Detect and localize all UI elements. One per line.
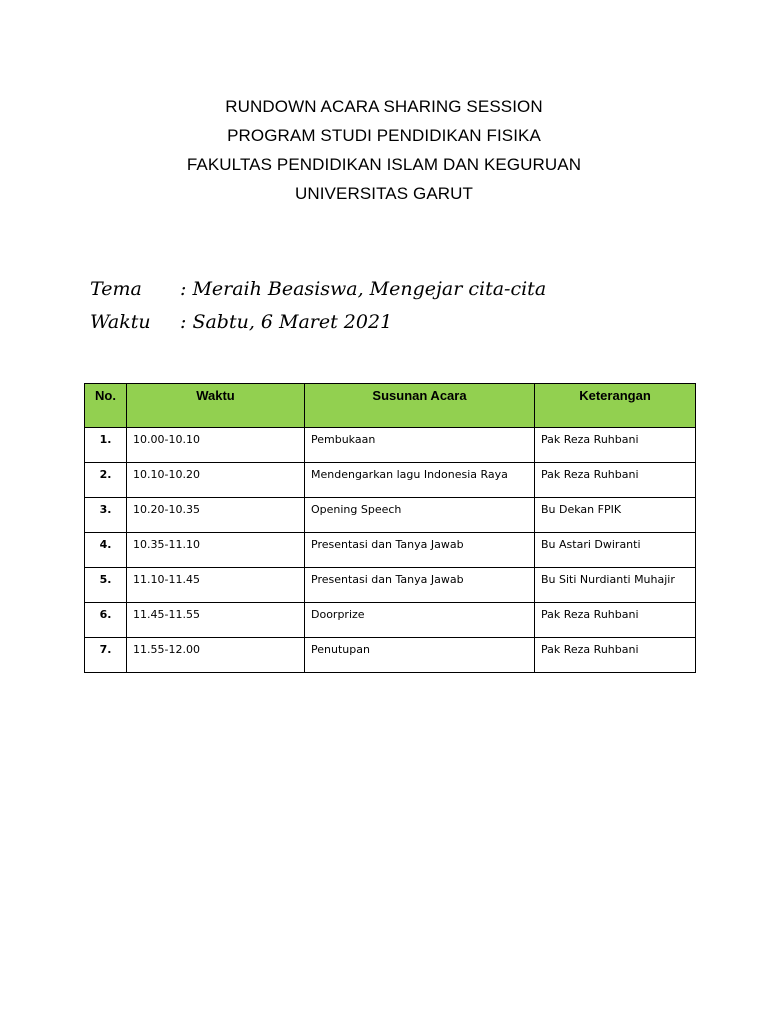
cell-waktu: 11.55-12.00	[127, 638, 305, 673]
table-row	[85, 498, 696, 533]
tema-value: : Meraih Beasiswa, Mengejar cita-cita	[180, 278, 547, 300]
waktu-row	[90, 311, 392, 333]
cell-waktu: 11.10-11.45	[127, 568, 305, 603]
table-header-row	[85, 384, 696, 428]
cell-waktu: 10.20-10.35	[127, 498, 305, 533]
cell-acara: Presentasi dan Tanya Jawab	[305, 568, 535, 603]
cell-keterangan: Bu Dekan FPIK	[535, 498, 696, 533]
cell-acara: Penutupan	[305, 638, 535, 673]
cell-keterangan: Pak Reza Ruhbani	[535, 463, 696, 498]
cell-no: 2.	[85, 463, 127, 498]
title-line-2: PROGRAM STUDI PENDIDIKAN FISIKA	[227, 126, 541, 145]
table-row	[85, 638, 696, 673]
waktu-label: Waktu	[90, 311, 151, 333]
cell-waktu: 10.10-10.20	[127, 463, 305, 498]
column-header-no: No.	[85, 384, 127, 428]
tema-row	[90, 278, 546, 300]
cell-keterangan: Pak Reza Ruhbani	[535, 638, 696, 673]
cell-keterangan: Pak Reza Ruhbani	[535, 428, 696, 463]
cell-acara: Pembukaan	[305, 428, 535, 463]
cell-no: 4.	[85, 533, 127, 568]
cell-acara: Opening Speech	[305, 498, 535, 533]
cell-keterangan: Bu Astari Dwiranti	[535, 533, 696, 568]
document-title	[0, 92, 768, 208]
title-line-3: FAKULTAS PENDIDIKAN ISLAM DAN KEGURUAN	[186, 155, 582, 174]
cell-no: 7.	[85, 638, 127, 673]
table-row	[85, 463, 696, 498]
column-header-waktu: Waktu	[127, 384, 305, 428]
table-row	[85, 533, 696, 568]
cell-waktu: 11.45-11.55	[127, 603, 305, 638]
table-row	[85, 568, 696, 603]
cell-acara: Presentasi dan Tanya Jawab	[305, 533, 535, 568]
waktu-value: : Sabtu, 6 Maret 2021	[180, 311, 393, 333]
cell-acara: Mendengarkan lagu Indonesia Raya	[305, 463, 535, 498]
column-header-keterangan: Keterangan	[535, 384, 696, 428]
cell-keterangan: Bu Siti Nurdianti Muhajir	[535, 568, 696, 603]
cell-acara: Doorprize	[305, 603, 535, 638]
title-line-1: RUNDOWN ACARA SHARING SESSION	[225, 97, 543, 116]
table-row	[85, 428, 696, 463]
cell-no: 1.	[85, 428, 127, 463]
cell-no: 3.	[85, 498, 127, 533]
column-header-susunan-acara: Susunan Acara	[305, 384, 535, 428]
title-line-4: UNIVERSITAS GARUT	[294, 184, 474, 203]
cell-waktu: 10.00-10.10	[127, 428, 305, 463]
cell-no: 5.	[85, 568, 127, 603]
cell-keterangan: Pak Reza Ruhbani	[535, 603, 696, 638]
tema-label: Tema	[90, 278, 142, 300]
cell-waktu: 10.35-11.10	[127, 533, 305, 568]
cell-no: 6.	[85, 603, 127, 638]
table-row	[85, 603, 696, 638]
rundown-table	[84, 383, 696, 673]
